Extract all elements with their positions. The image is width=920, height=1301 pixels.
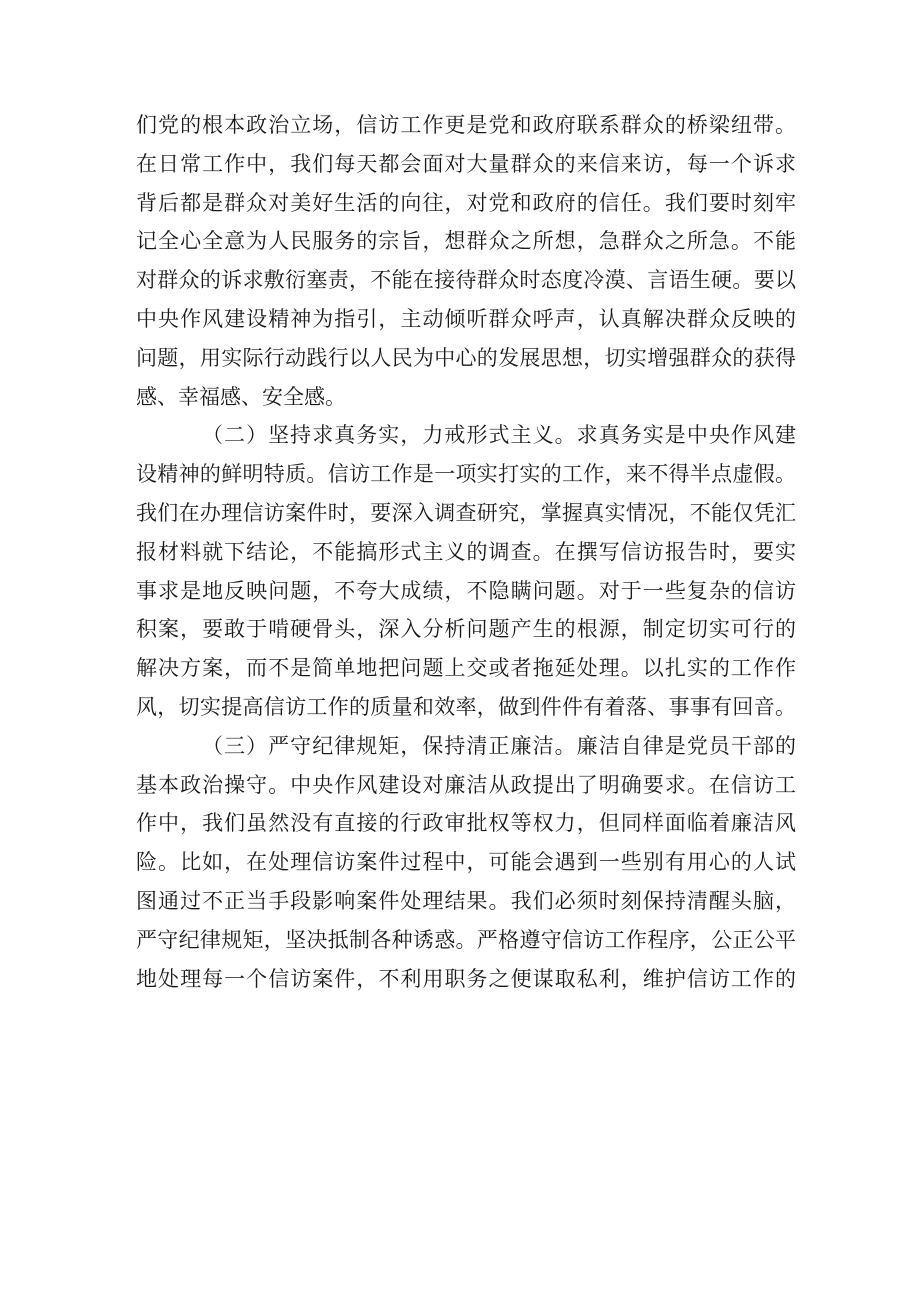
text-line: 问题，用实际行动践行以人民为中心的发展思想，切实增强群众的获得 <box>136 345 796 370</box>
text-line: 对群众的诉求敷衍塞责，不能在接待群众时态度冷漠、言语生硬。要以 <box>136 268 796 293</box>
text-line: 中央作风建设精神为指引，主动倾听群众呼声，认真解决群众反映的 <box>136 306 796 331</box>
text-line: 事求是地反映问题，不夸大成绩，不隐瞒问题。对于一些复杂的信访 <box>136 578 796 603</box>
section-heading-line: （二）坚持求真务实，力戒形式主义。求真务实是中央作风建 <box>202 423 796 448</box>
text-line: 积案，要敢于啃硬骨头，深入分析问题产生的根源，制定切实可行的 <box>136 617 796 642</box>
text-line: 图通过不正当手段影响案件处理结果。我们必须时刻保持清醒头脑， <box>136 888 796 913</box>
text-line: 严守纪律规矩，坚决抵制各种诱惑。严格遵守信访工作程序，公正公平 <box>136 927 796 952</box>
text-line: 基本政治操守。中央作风建设对廉洁从政提出了明确要求。在信访工 <box>136 772 796 797</box>
text-line: 解决方案，而不是简单地把问题上交或者拖延处理。以扎实的工作作 <box>136 656 796 681</box>
text-line: 地处理每一个信访案件，不利用职务之便谋取私利，维护信访工作的 <box>136 966 796 991</box>
text-line: 险。比如，在处理信访案件过程中，可能会遇到一些别有用心的人试 <box>136 850 796 875</box>
body-text <box>136 106 796 998</box>
text-line: 风，切实提高信访工作的质量和效率，做到件件有着落、事事有回音。 <box>136 694 796 719</box>
text-line: 记全心全意为人民服务的宗旨，想群众之所想，急群众之所急。不能 <box>136 229 796 254</box>
text-line: 设精神的鲜明特质。信访工作是一项实打实的工作，来不得半点虚假。 <box>136 462 796 487</box>
text-line: 我们在办理信访案件时，要深入调查研究，掌握真实情况，不能仅凭汇 <box>136 500 796 525</box>
text-line: 报材料就下结论，不能搞形式主义的调查。在撰写信访报告时，要实 <box>136 539 796 564</box>
text-line: 背后都是群众对美好生活的向往，对党和政府的信任。我们要时刻牢 <box>136 190 796 215</box>
text-line: 作中，我们虽然没有直接的行政审批权等权力，但同样面临着廉洁风 <box>136 811 796 836</box>
text-line: 们党的根本政治立场，信访工作更是党和政府联系群众的桥梁纽带。 <box>136 113 796 137</box>
text-line: 感、幸福感、安全感。 <box>136 384 346 409</box>
section-heading-line: （三）严守纪律规矩，保持清正廉洁。廉洁自律是党员干部的 <box>202 733 796 758</box>
text-line: 在日常工作中，我们每天都会面对大量群众的来信来访，每一个诉求 <box>136 151 796 176</box>
